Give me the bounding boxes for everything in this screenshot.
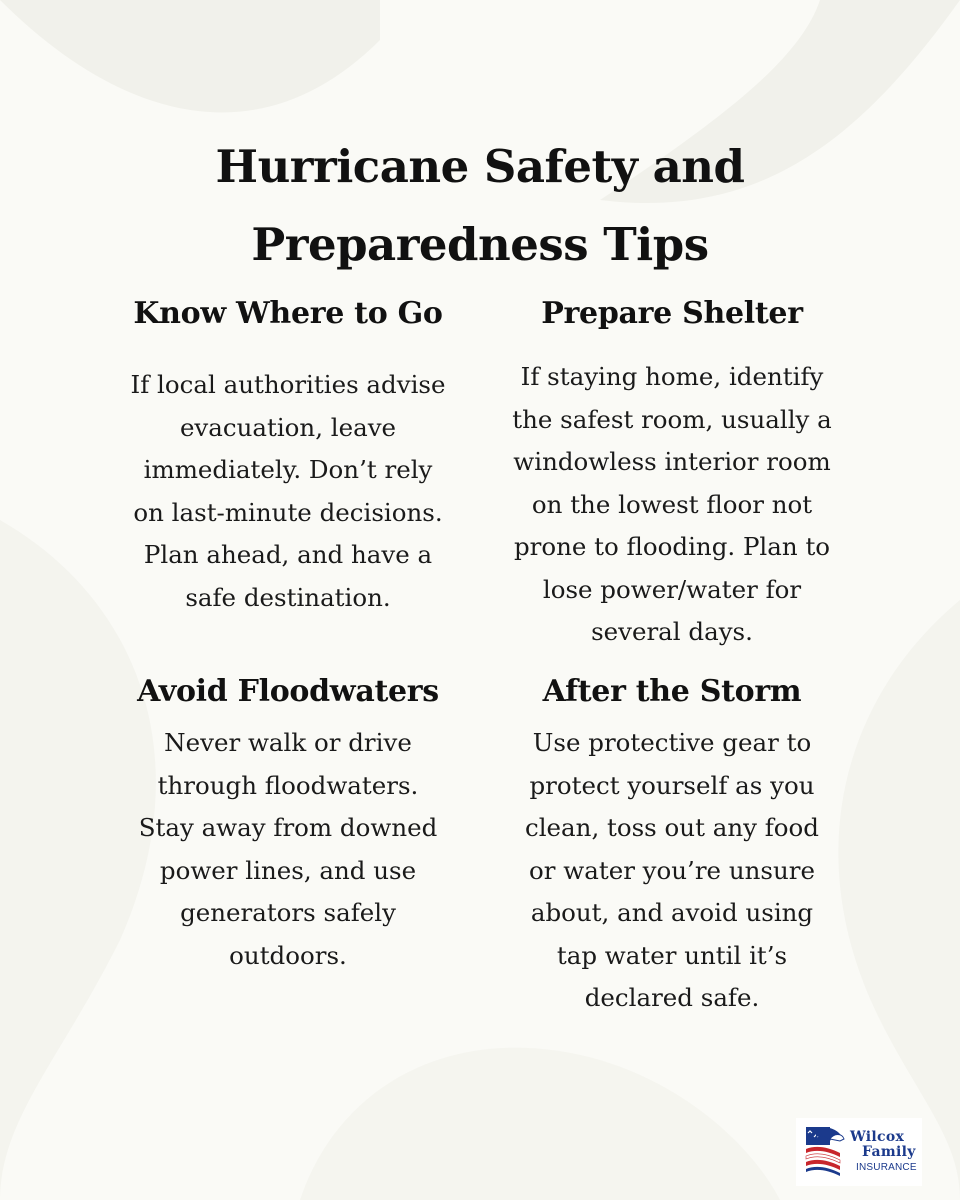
body-line: on last-minute decisions. [133,497,443,527]
section-heading: Prepare Shelter [541,296,803,331]
body-line: lose power/water for [542,574,802,604]
body-line: on the lowest floor not [531,489,813,519]
section-avoid-floodwaters [93,672,483,977]
logo-wordmark [850,1130,917,1175]
body-line: about, and avoid using [530,898,814,927]
body-line: outdoors. [229,940,347,970]
body-line: several days. [591,617,753,646]
section-body [93,722,483,977]
section-know-where-to-go [93,294,483,619]
body-line: or water you’re unsure [529,855,815,885]
logo-line-3: INSURANCE [856,1161,917,1173]
body-line: If local authorities advise [130,370,446,399]
body-line: Plan ahead, and have a [143,540,433,569]
body-line: the safest room, usually a [512,404,832,434]
body-line: clean, toss out any food [525,813,819,842]
section-heading: Know Where to Go [133,296,443,331]
body-line: immediately. Don’t rely [143,455,433,484]
body-line: through floodwaters. [157,770,419,800]
body-line: windowless interior room [513,447,831,476]
company-logo [796,1118,922,1186]
body-line: Stay away from downed [138,813,438,842]
body-line: prone to flooding. Plan to [513,532,831,561]
title-line-1: Hurricane Safety and [215,140,745,193]
body-line: safe destination. [185,582,391,612]
section-body [93,364,483,619]
body-line: declared safe. [584,983,760,1012]
body-line: Use protective gear to [532,728,812,757]
body-line: power lines, and use [159,855,417,885]
section-after-the-storm [477,672,867,1020]
section-heading: After the Storm [542,674,802,709]
body-line: Never walk or drive [164,728,412,757]
section-prepare-shelter [477,294,867,654]
page-title [0,128,960,284]
body-line: evacuation, leave [179,412,397,442]
body-line: tap water until it’s [556,940,788,970]
title-line-2: Preparedness Tips [251,218,709,271]
body-line: generators safely [180,898,396,927]
body-line: If staying home, identify [520,362,824,391]
section-body [477,722,867,1020]
body-line: protect yourself as you [529,770,815,800]
logo-line-2: Family [862,1143,916,1160]
section-heading: Avoid Floodwaters [137,674,439,709]
section-body [477,356,867,654]
eagle-flag-icon [802,1123,848,1181]
logo-line-1: Wilcox [850,1128,905,1145]
